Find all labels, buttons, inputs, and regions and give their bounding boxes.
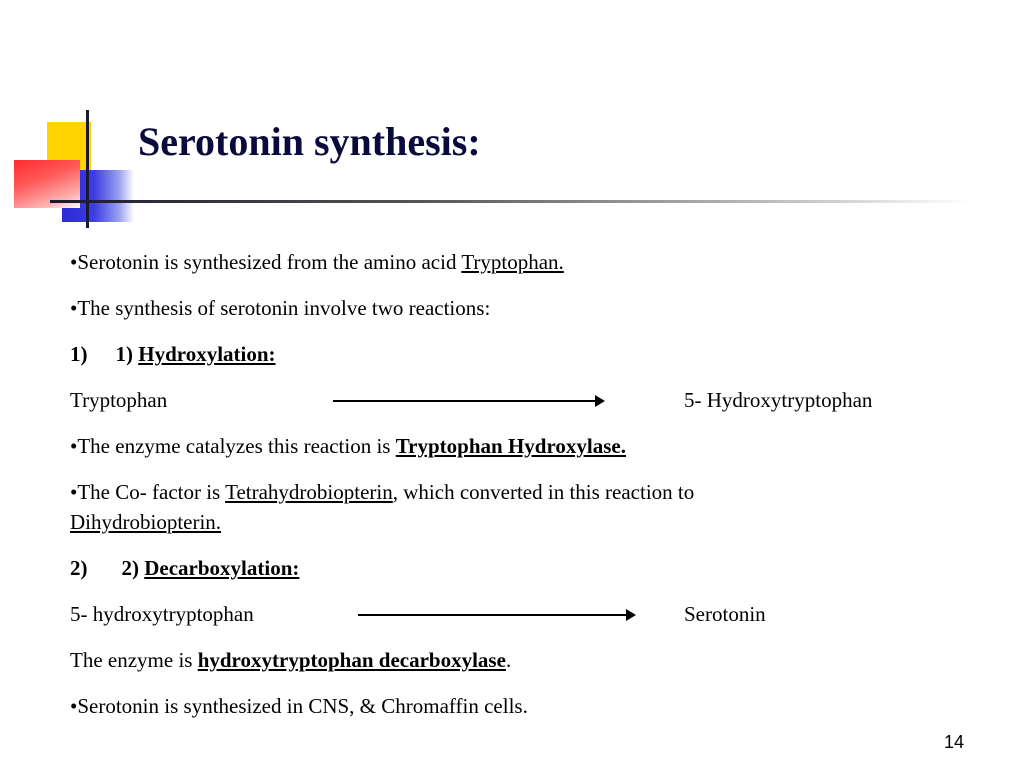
reaction-1-right: 5- Hydroxytryptophan [684,388,873,412]
bullet-cofactor-text-2: , which converted in this reaction to [392,480,695,504]
reaction-2-number: 2) [70,556,88,580]
decarboxylation-link[interactable]: Decarboxylation: [144,556,300,580]
reaction-2-left: 5- hydroxytryptophan [70,602,254,626]
bullet-reactions [70,294,490,322]
bullet-source-text: •Serotonin is synthesized from the amino acid [70,250,462,274]
bullet-source [70,248,564,276]
reaction-2-arrow [358,614,634,616]
bullet-reactions-text: •The synthesis of serotonin involve two reactions: [70,296,491,320]
dihydrobiopterin-link[interactable]: Dihydrobiopterin. [70,510,222,534]
hydroxylation-link[interactable]: Hydroxylation: [138,342,276,366]
reaction-2-heading [70,554,299,582]
reaction-1-left: Tryptophan [70,388,168,412]
bullet-location [70,692,528,720]
reaction-2-right: Serotonin [684,602,766,626]
reaction-2-sub: 2) [121,556,145,580]
reaction-1-sub: 1) [115,342,139,366]
tetrahydrobiopterin-link[interactable]: Tetrahydrobiopterin [225,480,393,504]
enzyme-2-text: The enzyme is [70,648,198,672]
enzyme-2-line [70,646,511,674]
bullet-location-text: •Serotonin is synthesized in CNS, & Chromaffin cells. [70,694,528,718]
reaction-1-heading [70,340,276,368]
enzyme-2-period: . [505,648,512,672]
bullet-enzyme-1-text: •The enzyme catalyzes this reaction is [70,434,396,458]
page-number: 14 [943,732,964,752]
bullet-cofactor [70,478,694,506]
reaction-1-number: 1) [70,342,88,366]
bullet-cofactor-text: •The Co- factor is [70,480,226,504]
bullet-cofactor-cont [70,508,221,536]
title-underline-rule [50,200,970,203]
bullet-enzyme-1 [70,432,626,460]
tryptophan-link[interactable]: Tryptophan. [461,250,564,274]
slide-title: Serotonin synthesis: [138,119,481,164]
decarboxylase-link[interactable]: hydroxytryptophan decarboxylase [197,648,506,672]
tryptophan-hydroxylase-link[interactable]: Tryptophan Hydroxylase. [395,434,626,458]
decor-vertical-line [86,110,89,228]
reaction-1-arrow [333,400,603,402]
